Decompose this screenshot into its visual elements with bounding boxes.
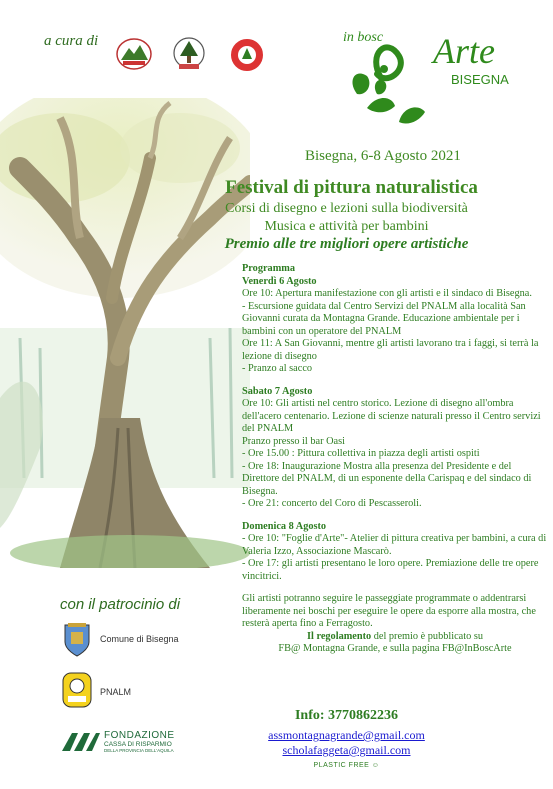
tree-emblem-logo [172,36,206,79]
rules-line-2: FB@ Montagna Grande, e sulla pagina FB@InBoscArte [278,643,512,654]
patronage-title: con il patrocinio di [60,596,181,613]
program-line: Ore 11: A San Giovanni, mentre gli artisti lavorano tra i faggi, si terrà la lezione di disegno [242,338,539,362]
rules-bold: Il regolamento [307,630,372,642]
brand-line2: Arte [433,31,495,71]
program-line: - Ore 21: concerto del Coro di Pescasseroli. [242,498,422,509]
rules-line [242,631,548,644]
fondazione-sub1: CASSA DI RISPARMIO [104,741,172,748]
sponsor-pnalm: PNALM [100,687,132,697]
program-heading: Programma [242,263,295,274]
event-subtitle-1: Corsi di disegno e lezioni sulla biodiversità [225,201,468,216]
pnalm-logo-icon [62,672,92,713]
event-title: Festival di pittura naturalistica [225,177,478,198]
inboscarte-brand-logo [337,26,517,136]
day-title: Domenica 8 Agosto [242,520,327,532]
brand-line1: in bosc [343,30,384,45]
program-line: - Ore 15.00 : Pittura collettiva in piazza degli artisti ospiti [242,448,480,459]
email-link-1[interactable]: assmontagnagrande@gmail.com [268,728,425,742]
montagna-grande-logo [115,36,153,77]
curated-by-label: a cura di [44,33,99,49]
brand-line3: BISEGNA [451,72,509,87]
fondazione-sub2: DELLA PROVINCIA DELL'AQUILA [104,748,174,753]
plastic-free-label: PLASTIC FREE ☺ [313,762,380,769]
tree-illustration [0,98,250,568]
sponsor-comune-bisegna: Comune di Bisegna [100,634,179,644]
day-title: Sabato 7 Agosto [242,385,313,397]
program-line: - Escursione guidata dal Centro Servizi del PNALM alla località San Giovanni curata da Montagna Grande. Educazione ambientale per i bambini con un operatore del PNALM [242,300,526,337]
comune-bisegna-crest-icon [62,622,92,663]
day-title: Venerdì 6 Agosto [242,275,317,287]
info-phone: Info: 3770862236 [294,708,399,723]
program-line: - Pranzo al sacco [242,363,313,374]
email-row-2 [0,741,553,759]
event-subtitle-2: Musica e attività per bambini [264,219,429,234]
program-section [242,263,548,656]
program-line: - Ore 17: gli artisti presentano le loro opere. Premiazione delle tre opere vincitrici. [242,558,539,582]
event-date: Bisegna, 6-8 Agosto 2021 [305,148,461,164]
program-line: Pranzo presso il bar Oasi [242,435,345,447]
program-line: - Ore 18: Inaugurazione Mostra alla presenza del Presidente e del Direttore del PNALM, di un esponente della Carispaq e del sindaco di Bisegna. [242,460,532,497]
rules-rest: del premio è pubblicato su [371,630,483,642]
email-link-2[interactable]: scholafaggeta@gmail.com [282,743,411,757]
program-note: Gli artisti potranno seguire le passeggiate programmate o addentrarsi liberamente nei boschi per eseguire le opere da esporre alla mostra, che resterà aperta fino a Ferragosto. [242,593,536,629]
program-line: - Ore 10: "Foglie d'Arte"- Atelier di pittura creativa per bambini, a cura di Valeria Izzo, Associazione Mascarò. [242,533,547,557]
red-circle-logo [228,36,266,79]
event-prize: Premio alle tre migliori opere artistiche [224,236,469,252]
program-line: Ore 10: Apertura manifestazione con gli artisti e il sindaco di Bisegna. [242,288,532,299]
program-line: Ore 10: Gli artisti nel centro storico. Lezione di disegno all'ombra dell'acero centenario. Lezione di scienze naturali presso il Centro servizi del PNALM [242,398,541,434]
fondazione-name: FONDAZIONE [104,730,175,741]
